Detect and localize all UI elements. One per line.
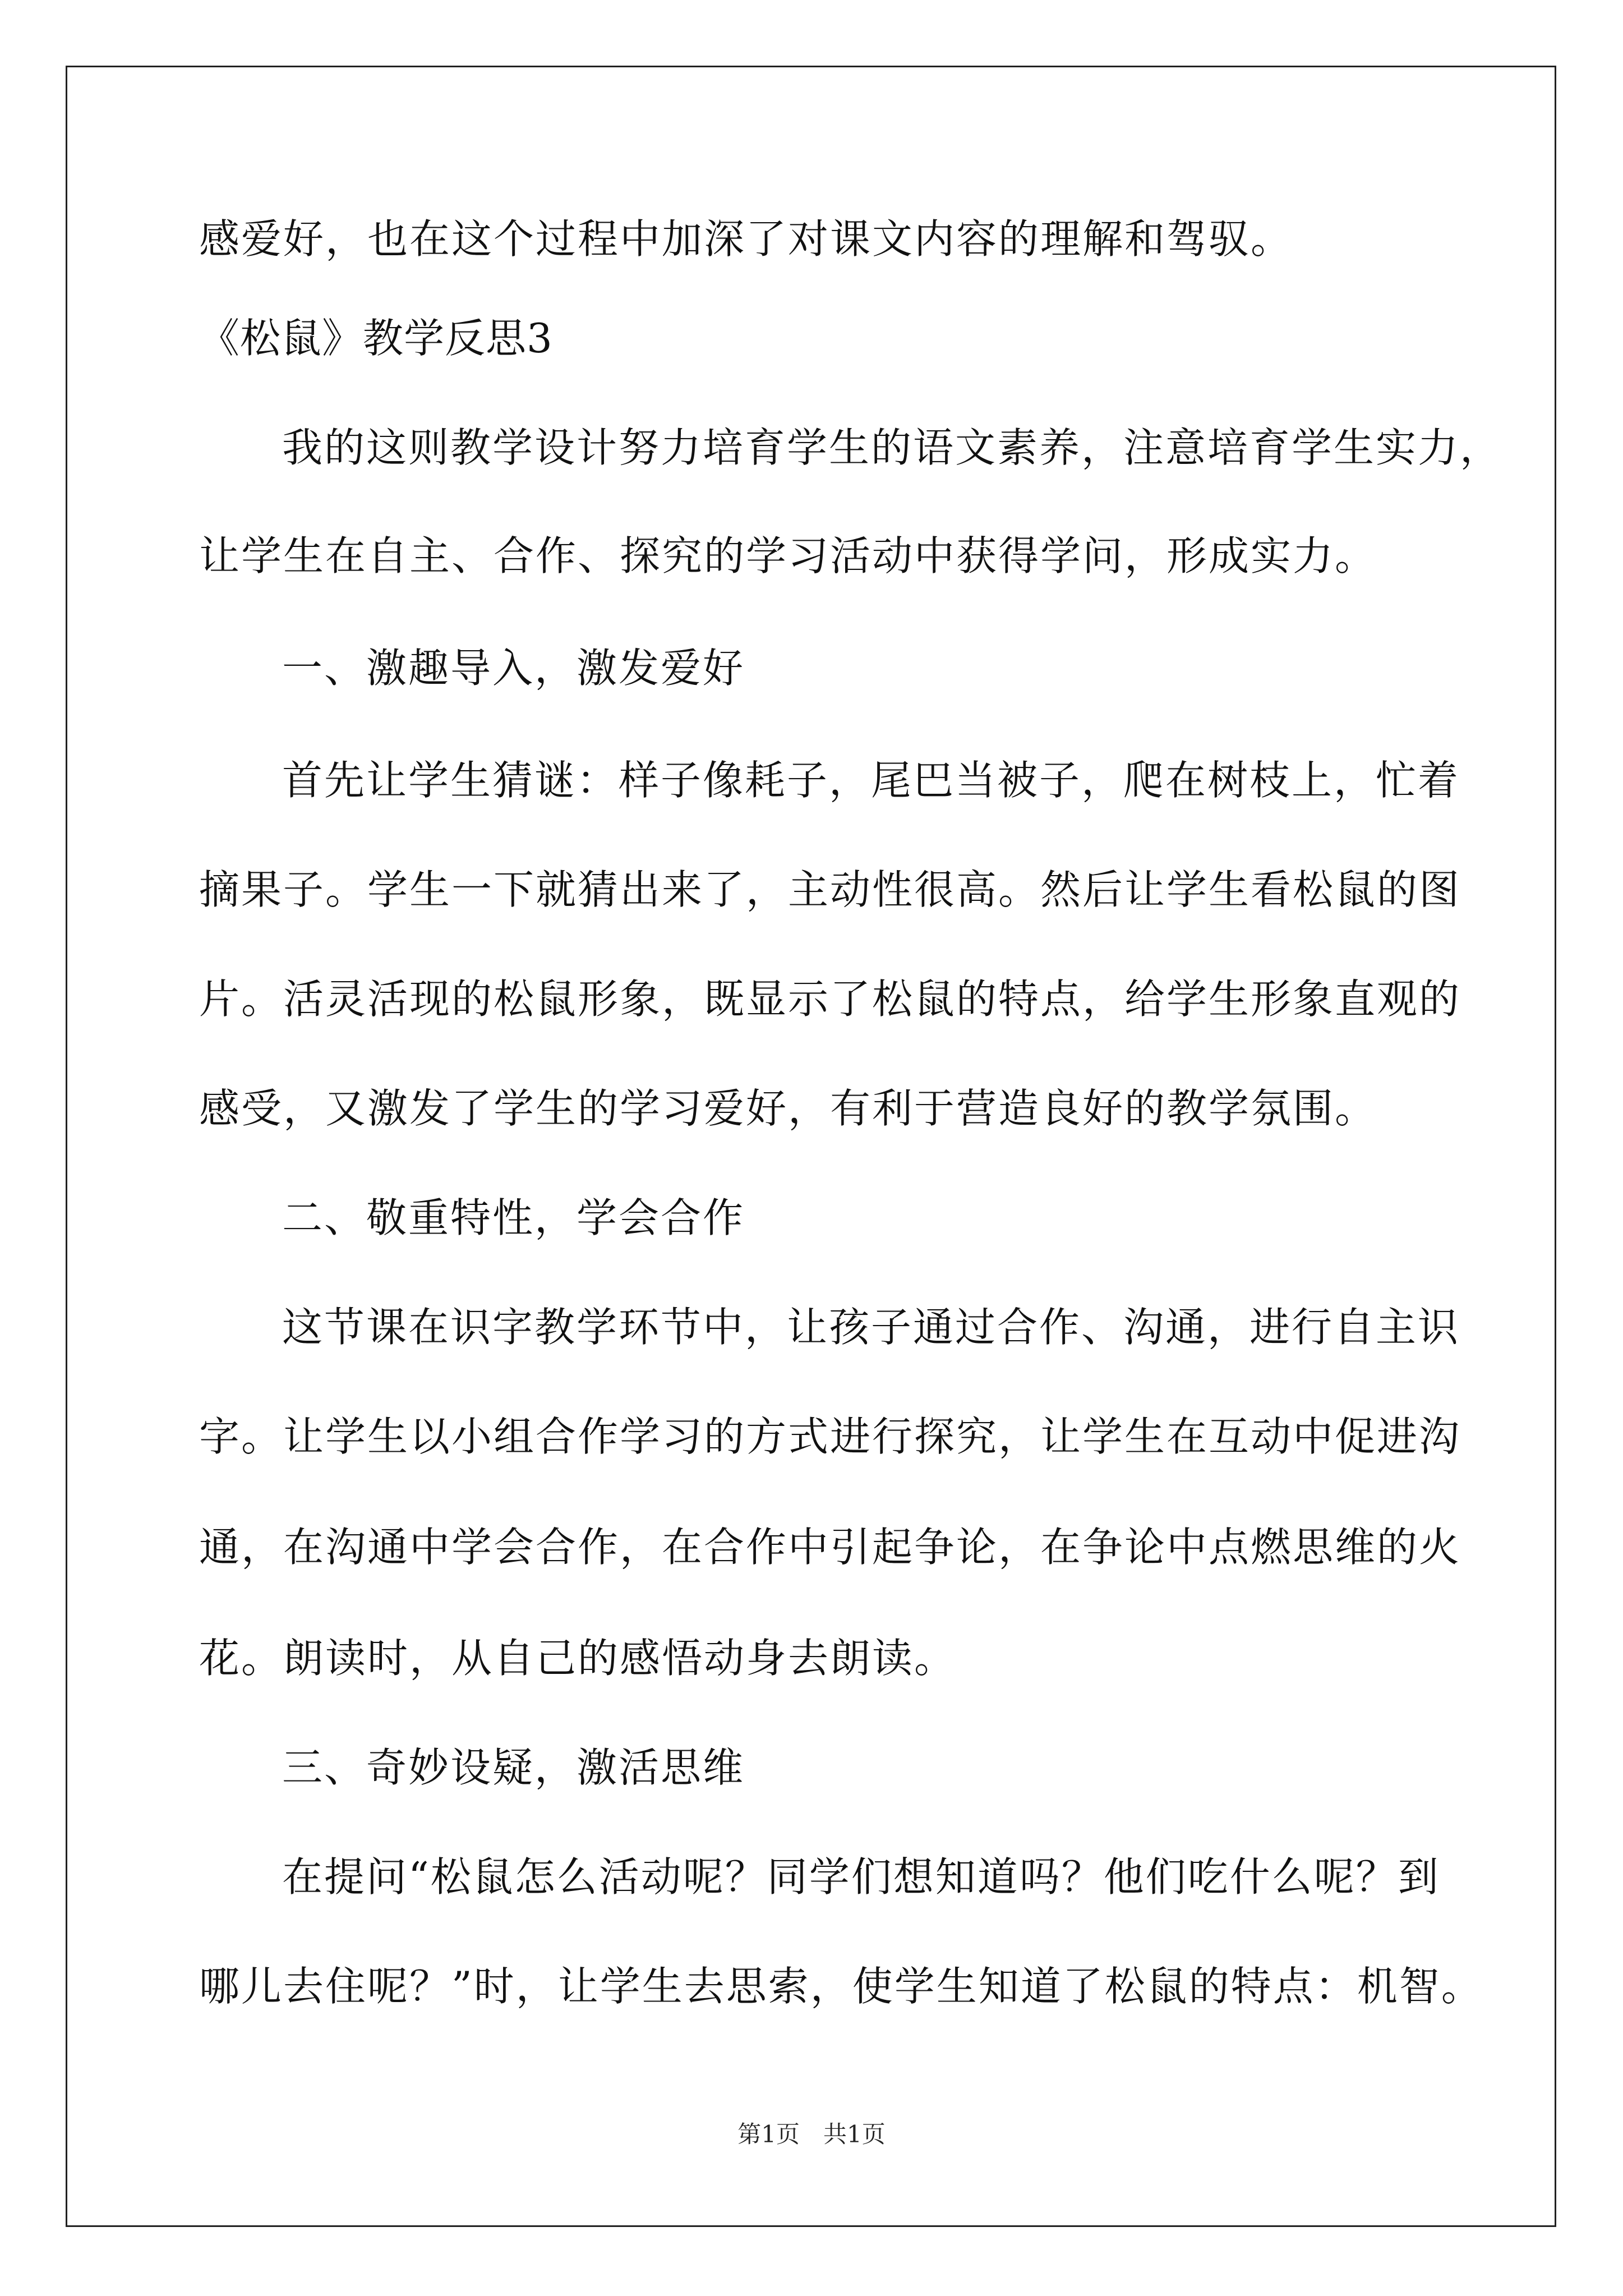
body-line: 我的这则教学设计努力培育学生的语文素养，注意培育学生实力， [282,424,1502,471]
subheading: 二、敬重特性，学会合作 [282,1194,745,1241]
body-line: 片。活灵活现的松鼠形象，既显示了松鼠的特点，给学生形象直观的 [199,976,1461,1023]
body-line: 摘果子。学生一下就猜出来了，主动性很高。然后让学生看松鼠的图 [199,866,1461,913]
body-line: 感受，又激发了学生的学习爱好，有利于营造良好的教学氛围。 [199,1085,1377,1132]
body-line: 在提问“松鼠怎么活动呢？同学们想知道吗？他们吃什么呢？到 [282,1853,1440,1901]
body-line: 哪儿去住呢？”时，让学生去思索，使学生知道了松鼠的特点：机智。 [199,1963,1483,2010]
body-line: 通，在沟通中学会合作，在合作中引起争论，在争论中点燃思维的火 [199,1524,1461,1571]
body-line: 感爱好，也在这个过程中加深了对课文内容的理解和驾驭。 [199,215,1293,263]
subheading: 三、奇妙设疑，激活思维 [282,1744,745,1791]
body-line: 字。让学生以小组合作学习的方式进行探究，让学生在互动中促进沟 [199,1413,1461,1460]
page-number: 第1页 共1页 [737,2120,886,2148]
section-title: 《松鼠》教学反思3 [199,315,553,362]
body-line: 让学生在自主、合作、探究的学习活动中获得学问，形成实力。 [199,532,1377,579]
subheading: 一、激趣导入，激发爱好 [282,645,745,692]
body-line: 首先让学生猜谜：样子像耗子，尾巴当被子，爬在树枝上，忙着 [282,757,1460,804]
body-line: 这节课在识字教学环节中，让孩子通过合作、沟通，进行自主识 [282,1304,1460,1351]
body-line: 花。朗读时，从自己的感悟动身去朗读。 [199,1635,957,1682]
